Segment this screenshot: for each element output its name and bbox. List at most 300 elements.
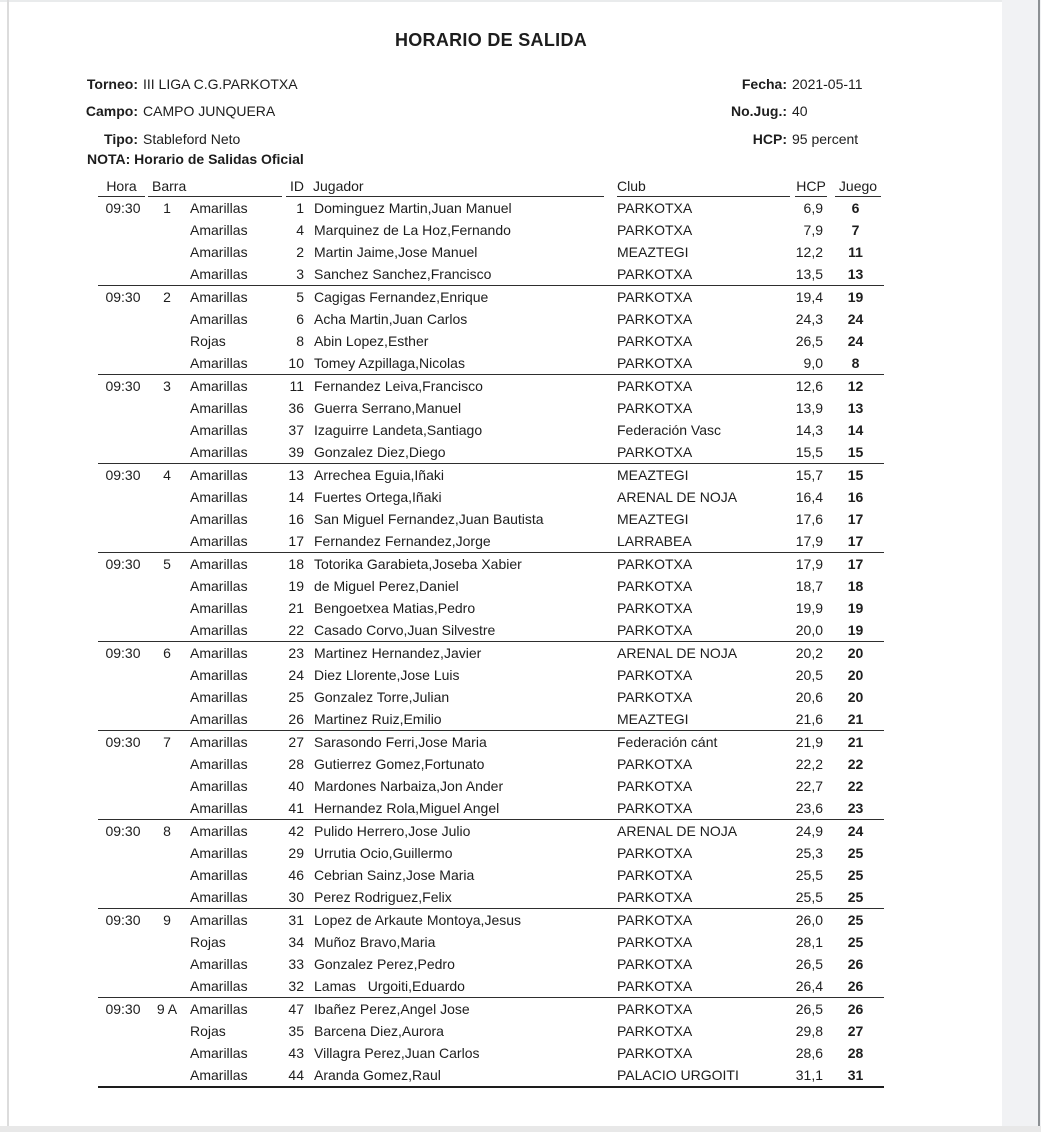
tee-color-cell: Amarillas xyxy=(190,1045,248,1061)
juego-cell: 22 xyxy=(847,778,864,794)
player-row xyxy=(98,864,884,886)
tee-color-cell: Amarillas xyxy=(190,645,248,661)
player-row xyxy=(98,375,884,397)
player-row xyxy=(98,1064,884,1086)
club-cell: PARKOTXA xyxy=(617,889,693,905)
tee-color-cell: Amarillas xyxy=(190,489,248,505)
player-name-cell: Fernandez Leiva,Francisco xyxy=(314,378,483,394)
player-name-cell: Sanchez Sanchez,Francisco xyxy=(314,266,492,282)
juego-cell: 24 xyxy=(847,333,864,349)
info-row-nojug xyxy=(650,98,863,126)
tee-time-group xyxy=(98,642,884,731)
hcp-cell: 24,9 xyxy=(795,823,823,839)
player-row xyxy=(98,330,884,352)
hora-cell: 09:30 xyxy=(105,1001,141,1017)
player-row xyxy=(98,397,884,419)
tee-color-cell: Amarillas xyxy=(190,444,248,460)
header-id-jugador xyxy=(286,178,604,197)
player-id-cell: 6 xyxy=(296,311,304,327)
player-row xyxy=(98,953,884,975)
player-id-cell: 46 xyxy=(288,867,304,883)
hcp-cell: 9,0 xyxy=(803,355,823,371)
tee-color-cell: Amarillas xyxy=(190,378,248,394)
player-name-cell: Gonzalez Torre,Julian xyxy=(314,689,450,705)
club-cell: Federación cánt xyxy=(617,734,718,750)
player-id-cell: 37 xyxy=(288,422,304,438)
juego-cell: 25 xyxy=(847,912,864,928)
player-id-cell: 22 xyxy=(288,622,304,638)
player-row xyxy=(98,1020,884,1042)
player-row xyxy=(98,486,884,508)
juego-cell: 12 xyxy=(847,378,864,394)
player-id-cell: 47 xyxy=(288,1001,304,1017)
juego-cell: 19 xyxy=(847,622,864,638)
tee-color-cell: Amarillas xyxy=(190,734,248,750)
tee-color-cell: Amarillas xyxy=(190,422,248,438)
hcp-cell: 18,7 xyxy=(795,578,823,594)
player-id-cell: 2 xyxy=(296,244,304,260)
hcp-cell: 28,1 xyxy=(795,934,823,950)
player-name-cell: de Miguel Perez,Daniel xyxy=(314,578,459,594)
player-id-cell: 23 xyxy=(288,645,304,661)
nota-line: NOTA: Horario de Salidas Oficial xyxy=(87,151,304,167)
player-name-cell: Arrechea Eguia,Iñaki xyxy=(314,467,444,483)
player-id-cell: 28 xyxy=(288,756,304,772)
juego-cell: 14 xyxy=(847,422,864,438)
barra-cell: 6 xyxy=(163,645,171,661)
club-cell: PARKOTXA xyxy=(617,556,693,572)
tournament-info-left xyxy=(0,70,298,153)
page-left-edge xyxy=(7,0,9,1132)
club-cell: PARKOTXA xyxy=(617,1045,693,1061)
club-cell: PARKOTXA xyxy=(617,266,693,282)
campo-value: CAMPO JUNQUERA xyxy=(143,103,276,120)
player-row xyxy=(98,553,884,575)
nojug-label: No.Jug.: xyxy=(731,103,787,120)
juego-cell: 27 xyxy=(847,1023,864,1039)
header-hcp: HCP xyxy=(795,178,827,197)
player-row xyxy=(98,441,884,463)
club-cell: MEAZTEGI xyxy=(617,467,689,483)
player-name-cell: Martinez Hernandez,Javier xyxy=(314,645,482,661)
club-cell: PARKOTXA xyxy=(617,1023,693,1039)
player-name-cell: Lamas Urgoiti,Eduardo xyxy=(314,978,465,994)
club-cell: MEAZTEGI xyxy=(617,511,689,527)
hcp-cell: 22,7 xyxy=(795,778,823,794)
tipo-label: Tipo: xyxy=(104,130,138,147)
juego-cell: 15 xyxy=(847,467,864,483)
juego-cell: 20 xyxy=(847,689,864,705)
player-name-cell: Perez Rodriguez,Felix xyxy=(314,889,452,905)
hora-cell: 09:30 xyxy=(105,200,141,216)
player-name-cell: Muñoz Bravo,Maria xyxy=(314,934,436,950)
header-id: ID xyxy=(290,178,304,194)
hcp-cell: 13,9 xyxy=(795,400,823,416)
player-id-cell: 13 xyxy=(288,467,304,483)
tee-color-cell: Amarillas xyxy=(190,689,248,705)
tee-color-cell: Amarillas xyxy=(190,311,248,327)
player-name-cell: Gutierrez Gomez,Fortunato xyxy=(314,756,485,772)
player-id-cell: 4 xyxy=(296,222,304,238)
juego-cell: 20 xyxy=(847,645,864,661)
juego-cell: 26 xyxy=(847,978,864,994)
player-id-cell: 5 xyxy=(296,289,304,305)
club-cell: PARKOTXA xyxy=(617,689,693,705)
barra-cell: 5 xyxy=(163,556,171,572)
club-cell: PALACIO URGOITI xyxy=(617,1067,739,1083)
player-id-cell: 14 xyxy=(288,489,304,505)
juego-cell: 19 xyxy=(847,600,864,616)
club-cell: PARKOTXA xyxy=(617,400,693,416)
player-id-cell: 19 xyxy=(288,578,304,594)
club-cell: PARKOTXA xyxy=(617,956,693,972)
tee-time-group xyxy=(98,553,884,642)
player-name-cell: Urrutia Ocio,Guillermo xyxy=(314,845,453,861)
barra-cell: 1 xyxy=(163,200,171,216)
tee-color-cell: Amarillas xyxy=(190,556,248,572)
club-cell: PARKOTXA xyxy=(617,845,693,861)
tee-color-cell: Amarillas xyxy=(190,889,248,905)
club-cell: PARKOTXA xyxy=(617,667,693,683)
fecha-value: 2021-05-11 xyxy=(792,75,863,92)
juego-cell: 26 xyxy=(847,1001,864,1017)
torneo-value: III LIGA C.G.PARKOTXA xyxy=(143,75,298,92)
tee-color-cell: Amarillas xyxy=(190,244,248,260)
player-row xyxy=(98,775,884,797)
tee-color-cell: Amarillas xyxy=(190,266,248,282)
juego-cell: 25 xyxy=(847,889,864,905)
tee-color-cell: Amarillas xyxy=(190,978,248,994)
hcp-cell: 17,9 xyxy=(795,533,823,549)
tee-color-cell: Amarillas xyxy=(190,511,248,527)
club-cell: PARKOTXA xyxy=(617,1001,693,1017)
hora-cell: 09:30 xyxy=(105,734,141,750)
hcp-cell: 26,5 xyxy=(795,333,823,349)
juego-cell: 6 xyxy=(851,200,860,216)
club-cell: MEAZTEGI xyxy=(617,244,689,260)
player-row xyxy=(98,263,884,285)
tee-color-cell: Amarillas xyxy=(190,222,248,238)
player-row xyxy=(98,686,884,708)
tee-time-group xyxy=(98,998,884,1088)
info-row-tipo xyxy=(0,125,298,153)
club-cell: PARKOTXA xyxy=(617,756,693,772)
scrollbar-track[interactable] xyxy=(1002,0,1041,1132)
tee-time-group xyxy=(98,464,884,553)
player-id-cell: 29 xyxy=(288,845,304,861)
barra-cell: 7 xyxy=(163,734,171,750)
juego-cell: 7 xyxy=(851,222,860,238)
tee-color-cell: Rojas xyxy=(190,333,226,349)
club-cell: PARKOTXA xyxy=(617,622,693,638)
player-name-cell: Casado Corvo,Juan Silvestre xyxy=(314,622,496,638)
player-name-cell: Ibañez Perez,Angel Jose xyxy=(314,1001,470,1017)
club-cell: MEAZTEGI xyxy=(617,711,689,727)
juego-cell: 8 xyxy=(851,355,860,371)
page-title: HORARIO DE SALIDA xyxy=(394,30,588,50)
hcp-cell: 29,8 xyxy=(795,1023,823,1039)
player-id-cell: 41 xyxy=(288,800,304,816)
tee-color-cell: Rojas xyxy=(190,1023,226,1039)
tee-color-cell: Amarillas xyxy=(190,467,248,483)
hcp-cell: 17,9 xyxy=(795,556,823,572)
club-cell: PARKOTXA xyxy=(617,333,693,349)
player-name-cell: Cebrian Sainz,Jose Maria xyxy=(314,867,475,883)
player-id-cell: 8 xyxy=(296,333,304,349)
hcp-cell: 23,6 xyxy=(795,800,823,816)
hcp-cell: 20,5 xyxy=(795,667,823,683)
header-barra: Barra xyxy=(148,178,282,197)
player-row xyxy=(98,530,884,552)
juego-cell: 19 xyxy=(847,289,864,305)
club-cell: ARENAL DE NOJA xyxy=(617,645,738,661)
juego-cell: 23 xyxy=(847,800,864,816)
hora-cell: 09:30 xyxy=(105,823,141,839)
player-row xyxy=(98,998,884,1020)
info-row-campo xyxy=(0,98,298,126)
hcp-cell: 22,2 xyxy=(795,756,823,772)
tee-color-cell: Amarillas xyxy=(190,622,248,638)
player-name-cell: Tomey Azpillaga,Nicolas xyxy=(314,355,465,371)
player-row xyxy=(98,975,884,997)
fecha-label: Fecha: xyxy=(741,75,787,92)
hora-cell: 09:30 xyxy=(105,467,141,483)
tee-color-cell: Amarillas xyxy=(190,912,248,928)
juego-cell: 11 xyxy=(848,244,863,260)
player-row xyxy=(98,241,884,263)
hora-cell: 09:30 xyxy=(105,645,141,661)
hcp-cell: 25,3 xyxy=(795,845,823,861)
club-cell: PARKOTXA xyxy=(617,378,693,394)
hcp-cell: 28,6 xyxy=(795,1045,823,1061)
player-row xyxy=(98,464,884,486)
info-row-hcp xyxy=(650,125,863,153)
juego-cell: 25 xyxy=(847,934,864,950)
player-name-cell: Cagigas Fernandez,Enrique xyxy=(314,289,489,305)
window-right-edge xyxy=(1038,0,1040,1132)
player-name-cell: Aranda Gomez,Raul xyxy=(314,1067,441,1083)
player-row xyxy=(98,753,884,775)
tee-time-group xyxy=(98,909,884,998)
info-row-fecha xyxy=(650,70,863,98)
club-cell: PARKOTXA xyxy=(617,600,693,616)
club-cell: PARKOTXA xyxy=(617,289,693,305)
player-id-cell: 34 xyxy=(288,934,304,950)
juego-cell: 21 xyxy=(847,711,864,727)
tee-color-cell: Amarillas xyxy=(190,200,248,216)
barra-cell: 9 xyxy=(163,912,171,928)
hcp-cell: 21,6 xyxy=(795,711,823,727)
player-name-cell: Villagra Perez,Juan Carlos xyxy=(314,1045,480,1061)
tee-color-cell: Amarillas xyxy=(190,400,248,416)
hcp-cell: 25,5 xyxy=(795,889,823,905)
juego-cell: 16 xyxy=(847,489,864,505)
player-name-cell: Fuertes Ortega,Iñaki xyxy=(314,489,442,505)
barra-cell: 8 xyxy=(163,823,171,839)
juego-cell: 18 xyxy=(847,578,864,594)
hcp-cell: 15,7 xyxy=(795,467,823,483)
hcp-cell: 19,4 xyxy=(795,289,823,305)
tee-time-group xyxy=(98,820,884,909)
player-name-cell: Diez Llorente,Jose Luis xyxy=(314,667,460,683)
player-id-cell: 40 xyxy=(288,778,304,794)
player-id-cell: 30 xyxy=(288,889,304,905)
juego-cell: 21 xyxy=(847,734,864,750)
player-id-cell: 10 xyxy=(288,355,304,371)
start-times-table xyxy=(98,178,884,1088)
player-name-cell: Barcena Diez,Aurora xyxy=(314,1023,444,1039)
player-id-cell: 33 xyxy=(288,956,304,972)
hcp-cell: 20,6 xyxy=(795,689,823,705)
player-row xyxy=(98,352,884,374)
player-name-cell: Hernandez Rola,Miguel Angel xyxy=(314,800,500,816)
tee-color-cell: Amarillas xyxy=(190,355,248,371)
juego-cell: 13 xyxy=(847,400,864,416)
tee-time-group xyxy=(98,197,884,286)
hcp-cell: 14,3 xyxy=(795,422,823,438)
tee-color-cell: Amarillas xyxy=(190,800,248,816)
tee-time-group xyxy=(98,286,884,375)
hcp-cell: 25,5 xyxy=(795,867,823,883)
barra-cell: 2 xyxy=(163,289,171,305)
juego-cell: 25 xyxy=(847,867,864,883)
player-row xyxy=(98,619,884,641)
barra-cell: 9 A xyxy=(156,1001,178,1017)
hora-cell: 09:30 xyxy=(105,289,141,305)
player-id-cell: 36 xyxy=(288,400,304,416)
player-id-cell: 1 xyxy=(296,200,304,216)
player-row xyxy=(98,931,884,953)
player-row xyxy=(98,286,884,308)
player-row xyxy=(98,508,884,530)
club-cell: PARKOTXA xyxy=(617,222,693,238)
tee-color-cell: Amarillas xyxy=(190,289,248,305)
tee-color-cell: Amarillas xyxy=(190,845,248,861)
nojug-value: 40 xyxy=(792,103,808,120)
club-cell: Federación Vasc xyxy=(617,422,722,438)
hcp-cell: 7,9 xyxy=(803,222,823,238)
club-cell: PARKOTXA xyxy=(617,200,693,216)
player-id-cell: 18 xyxy=(288,556,304,572)
juego-cell: 31 xyxy=(847,1067,864,1083)
player-id-cell: 35 xyxy=(288,1023,304,1039)
club-cell: PARKOTXA xyxy=(617,867,693,883)
player-name-cell: Acha Martin,Juan Carlos xyxy=(314,311,468,327)
hcp-cell: 26,0 xyxy=(795,912,823,928)
player-id-cell: 44 xyxy=(288,1067,304,1083)
club-cell: ARENAL DE NOJA xyxy=(617,823,738,839)
player-row xyxy=(98,197,884,219)
tournament-info-right xyxy=(650,70,863,153)
hcp-cell: 12,2 xyxy=(795,244,823,260)
barra-cell: 4 xyxy=(163,467,171,483)
juego-cell: 15 xyxy=(847,444,864,460)
tee-color-cell: Rojas xyxy=(190,934,226,950)
hcp-value: 95 percent xyxy=(792,130,859,147)
club-cell: PARKOTXA xyxy=(617,355,693,371)
player-row xyxy=(98,419,884,441)
player-name-cell: Marquinez de La Hoz,Fernando xyxy=(314,222,511,238)
hcp-cell: 21,9 xyxy=(795,734,823,750)
hcp-cell: 26,4 xyxy=(795,978,823,994)
tee-color-cell: Amarillas xyxy=(190,756,248,772)
player-row xyxy=(98,664,884,686)
player-row xyxy=(98,642,884,664)
player-name-cell: Guerra Serrano,Manuel xyxy=(314,400,462,416)
juego-cell: 26 xyxy=(847,956,864,972)
club-cell: LARRABEA xyxy=(617,533,692,549)
club-cell: PARKOTXA xyxy=(617,912,693,928)
juego-cell: 24 xyxy=(847,823,864,839)
tee-color-cell: Amarillas xyxy=(190,778,248,794)
table-body xyxy=(98,197,884,1088)
juego-cell: 17 xyxy=(847,511,864,527)
juego-cell: 17 xyxy=(847,533,864,549)
player-name-cell: Bengoetxea Matias,Pedro xyxy=(314,600,476,616)
player-name-cell: Lopez de Arkaute Montoya,Jesus xyxy=(314,912,522,928)
player-id-cell: 27 xyxy=(288,734,304,750)
tee-color-cell: Amarillas xyxy=(190,823,248,839)
header-hora: Hora xyxy=(98,178,145,197)
juego-cell: 28 xyxy=(847,1045,864,1061)
tee-color-cell: Amarillas xyxy=(190,578,248,594)
tee-color-cell: Amarillas xyxy=(190,711,248,727)
club-cell: PARKOTXA xyxy=(617,800,693,816)
hcp-cell: 26,5 xyxy=(795,956,823,972)
player-name-cell: Izaguirre Landeta,Santiago xyxy=(314,422,483,438)
player-name-cell: Martinez Ruiz,Emilio xyxy=(314,711,442,727)
campo-label: Campo: xyxy=(85,103,138,120)
player-row xyxy=(98,1042,884,1064)
page-bottom-edge xyxy=(0,1126,1041,1132)
club-cell: PARKOTXA xyxy=(617,934,693,950)
juego-cell: 22 xyxy=(847,756,864,772)
tee-time-group xyxy=(98,731,884,820)
club-cell: ARENAL DE NOJA xyxy=(617,489,738,505)
hcp-cell: 26,5 xyxy=(795,1001,823,1017)
barra-cell: 3 xyxy=(163,378,171,394)
juego-cell: 20 xyxy=(847,667,864,683)
club-cell: PARKOTXA xyxy=(617,778,693,794)
player-row xyxy=(98,909,884,931)
hcp-label: HCP: xyxy=(752,130,787,147)
header-jugador: Jugador xyxy=(313,178,364,194)
player-row xyxy=(98,820,884,842)
player-id-cell: 21 xyxy=(288,600,304,616)
player-id-cell: 32 xyxy=(288,978,304,994)
player-id-cell: 43 xyxy=(288,1045,304,1061)
player-row xyxy=(98,731,884,753)
page-top-edge xyxy=(0,0,1002,2)
hcp-cell: 17,6 xyxy=(795,511,823,527)
hcp-cell: 13,5 xyxy=(795,266,823,282)
info-row-torneo xyxy=(0,70,298,98)
player-row xyxy=(98,575,884,597)
player-row xyxy=(98,219,884,241)
player-name-cell: Martin Jaime,Jose Manuel xyxy=(314,244,478,260)
hora-cell: 09:30 xyxy=(105,378,141,394)
hcp-cell: 31,1 xyxy=(795,1067,823,1083)
hcp-cell: 20,2 xyxy=(795,645,823,661)
player-name-cell: Totorika Garabieta,Joseba Xabier xyxy=(314,556,522,572)
tipo-value: Stableford Neto xyxy=(143,130,241,147)
juego-cell: 13 xyxy=(847,266,864,282)
player-id-cell: 24 xyxy=(288,667,304,683)
player-name-cell: Gonzalez Perez,Pedro xyxy=(314,956,455,972)
player-row xyxy=(98,797,884,819)
player-id-cell: 3 xyxy=(296,266,304,282)
tee-color-cell: Amarillas xyxy=(190,1067,248,1083)
